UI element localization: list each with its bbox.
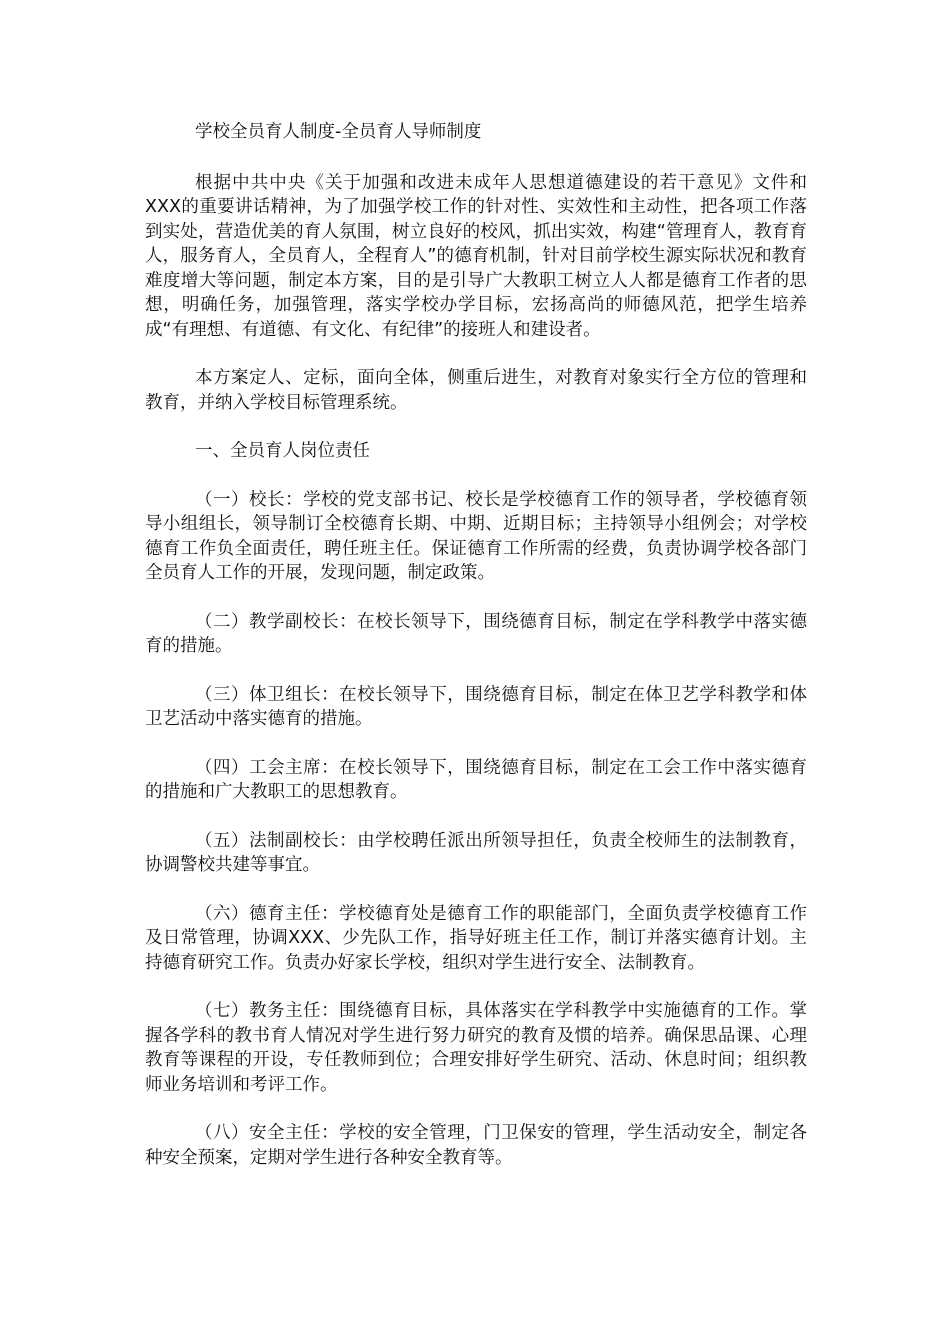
intro-paragraph: 根据中共中央《关于加强和改进未成年人思想道德建设的若干意见》文件和XXX的重要讲话精神，为了加强学校工作的针对性、实效性和主动性，把各项工作落到实处，营造优美的育人氛围，树立良好的校风，抓出实效，构建“管理育人，教育育人，服务育人，全员育人，全程育人”的德育机制，针对目前学校生源实际状况和教育难度增大等问题，制定本方案，目的是引导广大教职工树立人人都是德育工作者的思想，明确任务，加强管理，落实学校办学目标，宏扬高尚的师德风范，把学生培养成“有理想、有道德、有文化、有纪律”的接班人和建设者。 bbox=[145, 172, 807, 340]
section-heading: 一、全员育人岗位责任 bbox=[195, 441, 370, 461]
document-title: 学校全员育人制度-全员育人导师制度 bbox=[195, 122, 482, 142]
duty-sports-health-leader: （三）体卫组长：在校长领导下，围绕德育目标，制定在体卫艺学科教学和体卫艺活动中落实德育的措施。 bbox=[145, 684, 807, 729]
intro-paragraph: 本方案定人、定标，面向全体，侧重后进生，对教育对象实行全方位的管理和教育，并纳入学校目标管理系统。 bbox=[145, 368, 807, 413]
duty-legal-vice-principal: （五）法制副校长：由学校聘任派出所领导担任，负责全校师生的法制教育，协调警校共建等事宜。 bbox=[145, 830, 807, 875]
duty-union-chair: （四）工会主席：在校长领导下，围绕德育目标，制定在工会工作中落实德育的措施和广大教职工的思想教育。 bbox=[145, 757, 807, 802]
duty-principal: （一）校长：学校的党支部书记、校长是学校德育工作的领导者，学校德育领导小组组长，领导制订全校德育长期、中期、近期目标；主持领导小组例会；对学校德育工作负全面责任，聘任班主任。保证德育工作所需的经费，负责协调学校各部门全员育人工作的开展，发现问题，制定政策。 bbox=[145, 489, 807, 583]
duty-teaching-vice-principal: （二）教学副校长：在校长领导下，围绕德育目标，制定在学科教学中落实德育的措施。 bbox=[145, 611, 807, 656]
duty-moral-education-director: （六）德育主任：学校德育处是德育工作的职能部门，全面负责学校德育工作及日常管理，协调XXX、少先队工作，指导好班主任工作，制订并落实德育计划。主持德育研究工作。负责办好家长学校，组织对学生进行安全、法制教育。 bbox=[145, 903, 807, 973]
duty-safety-director: （八）安全主任：学校的安全管理，门卫保安的管理，学生活动安全，制定各种安全预案，定期对学生进行各种安全教育等。 bbox=[145, 1123, 807, 1168]
duty-academic-director: （七）教务主任：围绕德育目标，具体落实在学科教学中实施德育的工作。掌握各学科的教书育人情况对学生进行努力研究的教育及惯的培养。确保思品课、心理教育等课程的开设，专任教师到位；合理安排好学生研究、活动、休息时间；组织教师业务培训和考评工作。 bbox=[145, 1001, 807, 1095]
document-body bbox=[145, 120, 807, 1194]
